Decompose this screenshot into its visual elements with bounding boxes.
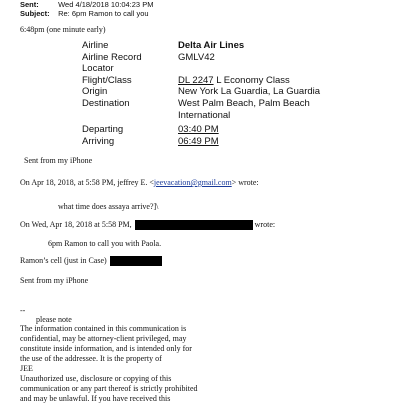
- destination-value: [178, 98, 322, 121]
- arrival-note: 6:48pm (one minute early): [20, 25, 106, 34]
- disclaimer-line: and may be unlawful. If you have received this: [20, 394, 171, 403]
- class-label: Flight/Class: [82, 74, 132, 86]
- origin-label: Origin: [82, 86, 108, 98]
- destination-label: Destination: [82, 97, 130, 109]
- locator-label-line2: Locator: [82, 63, 114, 75]
- locator-label: [82, 52, 178, 75]
- quote1-suffix: > wrote:: [231, 178, 259, 187]
- disclaimer-line: Unauthorized use, disclosure or copying of this: [20, 374, 172, 383]
- class-row: [82, 75, 322, 87]
- airline-row: [82, 40, 322, 52]
- origin-row: [82, 86, 322, 98]
- disclaimer-line: JEE: [20, 364, 33, 373]
- locator-label-line1: Airline Record: [82, 51, 142, 63]
- disclaimer-line: constitute inside information, and is intended only for: [20, 344, 192, 353]
- locator-row: [82, 52, 322, 75]
- arriving-time-link[interactable]: 06:49 PM: [178, 135, 219, 147]
- signature-2: Sent from my iPhone: [20, 276, 89, 285]
- redaction-bar: [135, 220, 253, 230]
- cell-line: Ramon’s cell (just in Case): [20, 256, 107, 265]
- quote-header-2: [20, 220, 275, 230]
- disclaimer-line: The information contained in this communication is: [20, 324, 187, 333]
- destination-value-line1: West Palm Beach, Palm Beach: [178, 97, 310, 109]
- sig-dashes: --: [20, 306, 26, 315]
- arriving-row: [82, 136, 322, 148]
- disclaimer-line: the use of the addressee. It is the property of: [20, 354, 162, 363]
- origin-value: New York La Guardia, La Guardia: [178, 86, 321, 98]
- quote2-suffix: wrote:: [254, 220, 276, 229]
- locator-value: GMLV42: [178, 51, 215, 63]
- sent-row: [20, 0, 153, 9]
- departing-time-link[interactable]: 03:40 PM: [178, 124, 219, 136]
- disclaimer-line: confidential, may be attorney-client privileged, may: [20, 334, 187, 343]
- cell-line-row: [20, 256, 162, 266]
- sent-label: Sent:: [20, 0, 39, 9]
- subject-value: Re: 6pm Ramon to call you: [58, 9, 149, 18]
- quote-header-1: [20, 178, 259, 188]
- disclaimer-line: communication or any part thereof is strictly prohibited: [20, 384, 198, 393]
- destination-value-line2: International: [178, 109, 231, 121]
- sent-value: Wed 4/18/2018 10:04:23 PM: [58, 0, 154, 9]
- arriving-label: Arriving: [82, 135, 115, 147]
- class-value: L Economy Class: [213, 74, 290, 86]
- subject-row: [20, 9, 149, 18]
- class-value-cell: [178, 75, 322, 87]
- quote2-prefix: On Wed, Apr 18, 2018 at 5:58 PM,: [20, 220, 132, 229]
- ramon-line: 6pm Ramon to call you with Paola.: [48, 239, 162, 248]
- destination-row: [82, 98, 322, 121]
- departing-row: [82, 124, 322, 136]
- subject-label: Subject:: [20, 9, 50, 18]
- departing-label: Departing: [82, 124, 124, 136]
- please-note: please note: [36, 315, 72, 324]
- sender-email-link[interactable]: jeevacation@gmail.com: [153, 178, 232, 187]
- signature-1: Sent from my iPhone: [24, 156, 93, 165]
- airline-value: Delta Air Lines: [178, 40, 245, 51]
- flight-number-link[interactable]: DL 2247: [178, 74, 214, 86]
- question-text: what time does assaya arrive?]\: [58, 202, 159, 211]
- quote1-prefix: On Apr 18, 2018, at 5:58 PM, jeffrey E. <: [20, 178, 154, 187]
- disclaimer: [20, 324, 390, 404]
- redaction-bar-phone: [110, 256, 162, 266]
- flight-details-table: [82, 40, 322, 147]
- airline-label: Airline: [82, 40, 109, 51]
